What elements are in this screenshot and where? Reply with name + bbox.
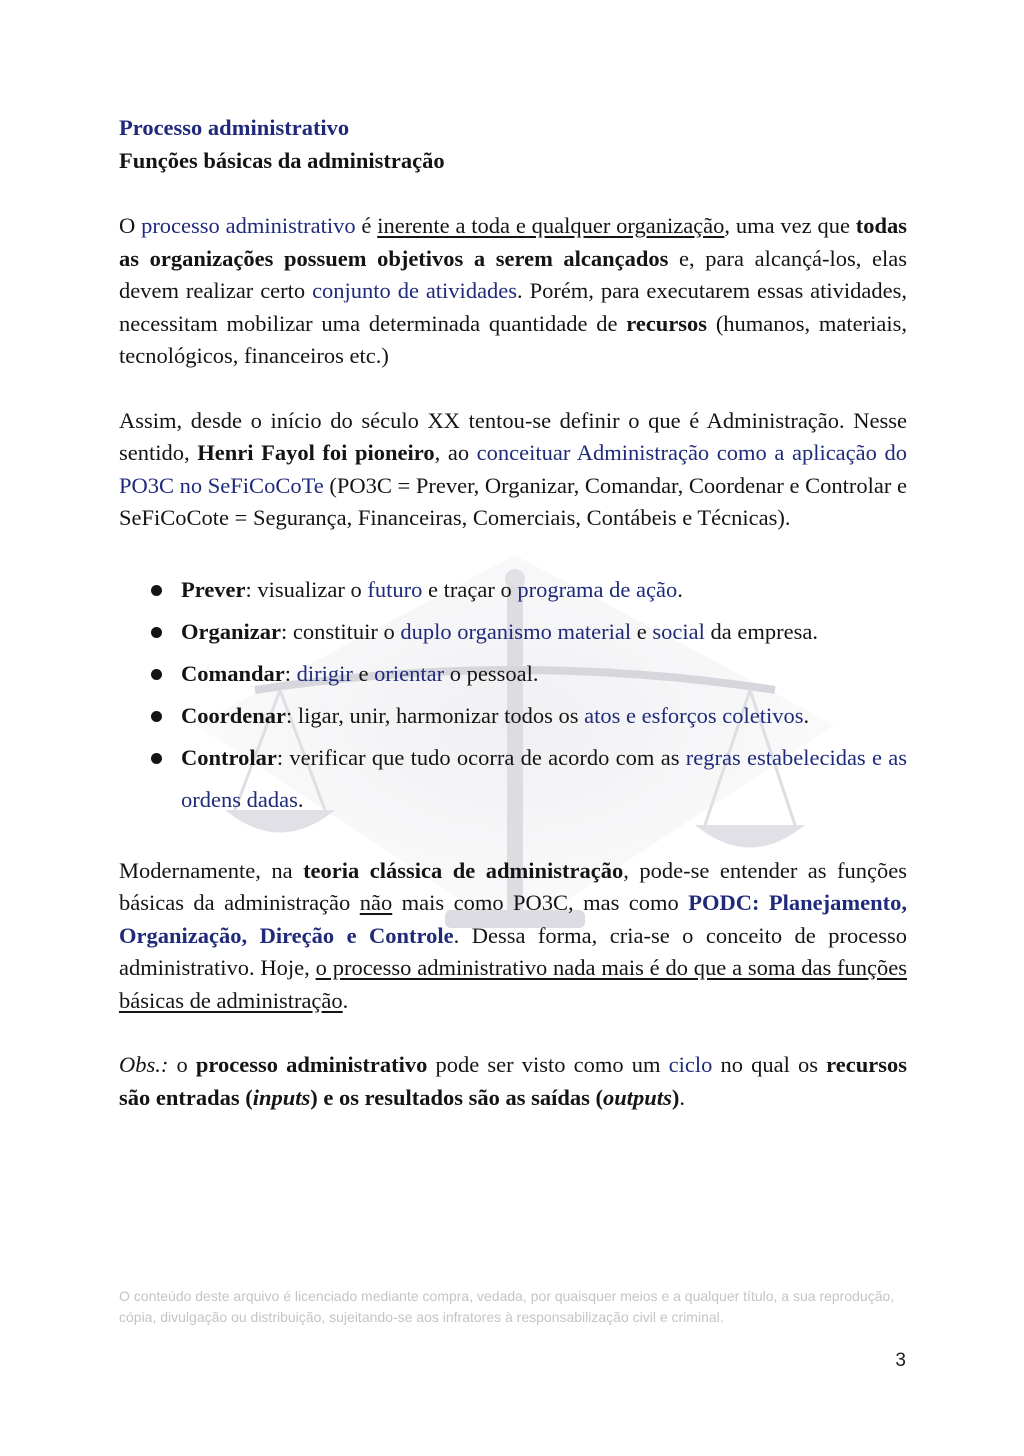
- text: : constituir o: [280, 618, 401, 644]
- term: Coordenar: [181, 702, 286, 728]
- license-footer: O conteúdo deste arquivo é licenciado mediante compra, vedada, por quaisquer meios e a qualquer título, a sua reprodução, cópia, divulgação ou distribuição, sujeitando-se aos infratores à responsabilização civil e criminal.: [119, 1288, 895, 1325]
- text: é: [355, 213, 378, 238]
- text: e: [352, 660, 375, 686]
- bold-text: recursos: [626, 310, 708, 336]
- link[interactable]: social: [652, 618, 705, 644]
- list-item: [119, 611, 907, 653]
- link-conceituar-administracao[interactable]: conceituar Administração como a aplicação do PO3C no SeFiCoCoTe: [119, 440, 907, 498]
- functions-list: [119, 569, 907, 821]
- link[interactable]: duplo organismo material: [400, 618, 632, 644]
- text: e traçar o: [422, 576, 518, 602]
- bold-text: Henri Fayol foi pioneiro: [197, 440, 435, 465]
- bold-text: teoria clássica de administração: [303, 857, 624, 883]
- bold-italic-text: outputs: [603, 1084, 672, 1110]
- term: Comandar: [181, 660, 285, 686]
- text: . Porém, para executarem essas atividades, necessitam mobilizar uma determinada quantidade de: [119, 278, 907, 336]
- term: Organizar: [181, 618, 281, 644]
- text: mais como PO3C, mas como: [392, 890, 689, 915]
- text: no qual os: [712, 1052, 827, 1077]
- list-item: [119, 653, 907, 695]
- bold-text: processo administrativo: [195, 1052, 428, 1077]
- bold-text: todas as organizações possuem objetivos a serem alcançados: [119, 213, 908, 271]
- bold-text: ): [671, 1084, 680, 1110]
- paragraph-fayol: [119, 405, 907, 535]
- underlined-text: não: [359, 890, 393, 915]
- text: .: [342, 987, 349, 1013]
- text: , ao: [434, 440, 477, 465]
- text: da empresa.: [704, 618, 818, 644]
- text: .: [677, 576, 683, 602]
- text: Assim, desde o início do século XX tentou-se definir o que é Administração. Nesse sentido,: [119, 407, 907, 465]
- bullet-icon: [151, 711, 162, 722]
- italic-text: Obs.:: [119, 1052, 169, 1077]
- text: e, para alcançá-los, elas devem realizar certo: [119, 245, 908, 303]
- bullet-icon: [151, 753, 162, 764]
- term: Controlar: [181, 744, 277, 770]
- text: : verificar que tudo ocorra de acordo com as: [276, 744, 686, 770]
- bold-text: recursos são entradas (: [119, 1052, 907, 1110]
- link[interactable]: atos e esforços coletivos: [584, 702, 804, 728]
- link[interactable]: dirigir: [296, 660, 353, 686]
- paragraph-obs: [119, 1049, 907, 1114]
- text: e: [631, 618, 653, 644]
- link[interactable]: regras estabelecidas e as ordens dadas: [181, 744, 907, 812]
- bold-link-podc[interactable]: PODC: Planejamento, Organização, Direção e Controle: [119, 890, 907, 948]
- bullet-icon: [151, 627, 162, 638]
- link[interactable]: programa de ação: [517, 576, 678, 602]
- text: : ligar, unir, harmonizar todos os: [286, 702, 585, 728]
- text: o pessoal.: [444, 660, 539, 686]
- underlined-text: o processo administrativo nada mais é do que a soma das funções básicas de administração: [119, 955, 908, 1013]
- bold-text: ) e os resultados são as saídas (: [310, 1084, 604, 1110]
- link-conjunto-de-atividades[interactable]: conjunto de atividades: [312, 278, 518, 303]
- section-title: Processo administrativo: [119, 115, 350, 140]
- section-subtitle: Funções básicas da administração: [119, 147, 445, 173]
- list-item: [119, 737, 907, 821]
- term: Prever: [181, 576, 246, 602]
- text: :: [284, 660, 297, 686]
- text: : visualizar o: [245, 576, 368, 602]
- text: , pode-se entender as funções básicas da administração: [119, 857, 908, 915]
- link[interactable]: orientar: [374, 660, 445, 686]
- document-body: [119, 112, 907, 1114]
- link[interactable]: futuro: [367, 576, 423, 602]
- underlined-text: inerente a toda e qualquer organização: [377, 213, 725, 238]
- link-ciclo[interactable]: ciclo: [668, 1052, 713, 1077]
- text: .: [803, 702, 810, 728]
- text: O: [119, 213, 142, 238]
- text: (PO3C = Prever, Organizar, Comandar, Coordenar e Controlar e SeFiCoCote = Segurança, Financeiras, Comerciais, Contábeis e Técnicas).: [119, 472, 907, 530]
- text: pode ser visto como um: [427, 1052, 669, 1077]
- bullet-icon: [151, 585, 162, 596]
- text: o: [168, 1052, 196, 1077]
- page-number: 3: [895, 1350, 906, 1371]
- text: .: [679, 1084, 685, 1110]
- text: .: [297, 786, 304, 812]
- paragraph-podc: [119, 855, 907, 1018]
- bold-italic-text: inputs: [252, 1084, 311, 1110]
- paragraph-intro: [119, 210, 907, 373]
- text: Modernamente, na: [119, 857, 304, 883]
- bullet-icon: [151, 669, 162, 680]
- link-processo-administrativo[interactable]: processo administrativo: [141, 213, 356, 238]
- list-item: [119, 695, 907, 737]
- list-item: [119, 569, 907, 611]
- text: , uma vez que: [724, 213, 856, 238]
- text: (humanos, materiais, tecnológicos, financeiros etc.): [119, 310, 908, 368]
- text: . Dessa forma, cria-se o conceito de processo administrativo. Hoje,: [119, 922, 907, 980]
